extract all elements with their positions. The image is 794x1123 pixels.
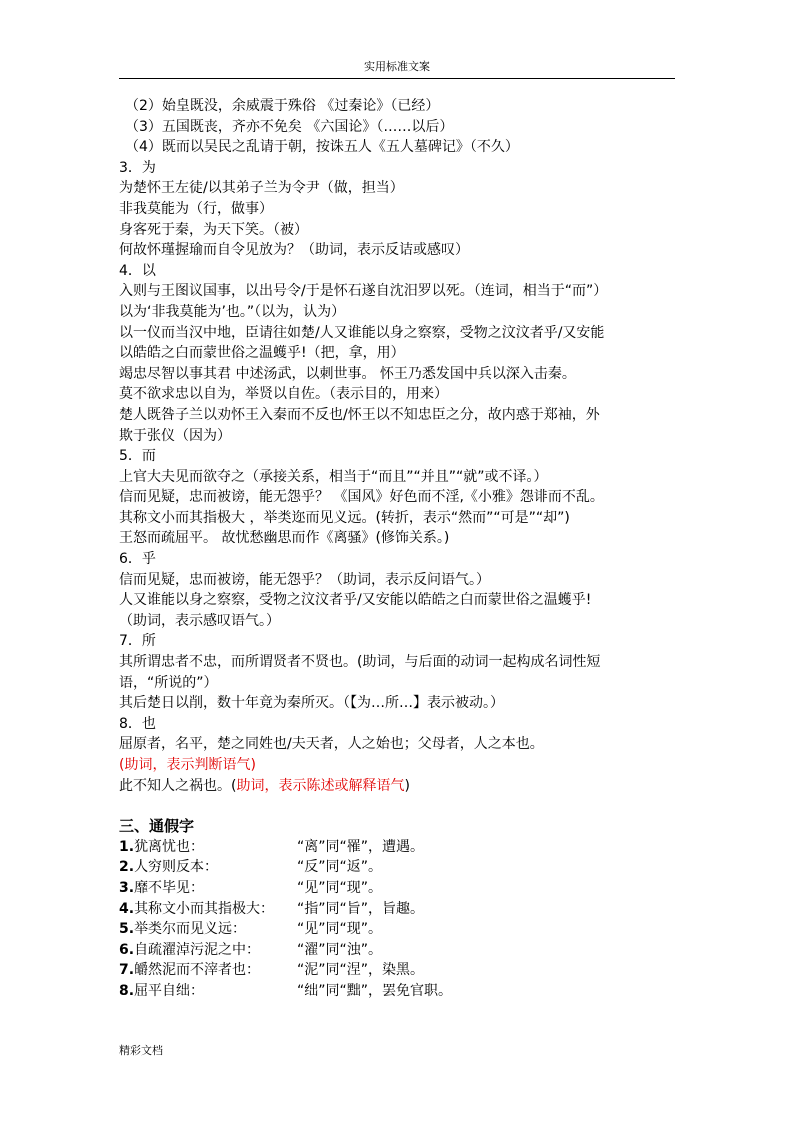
tongjia-note: “指”同“旨”，旨趣。 <box>297 900 425 917</box>
item-number: 7. <box>119 962 135 979</box>
page-footer: 精彩文档 <box>119 1044 163 1057</box>
tongjia-item <box>119 960 679 981</box>
item-number: 2. <box>119 859 135 876</box>
tongjia-item <box>119 878 679 899</box>
annotation-red: (助词，表示判断语气) <box>119 757 256 773</box>
tongjia-note: “泥”同“涅”，染黑。 <box>297 962 425 979</box>
text-line: 以为‘非我莫能为’也。”（以为，认为） <box>119 303 346 320</box>
tongjia-item <box>119 919 679 940</box>
text-line: （2）始皇既没，余威震于殊俗 《过秦论》（已经） <box>125 98 440 114</box>
text-line: （4）既而以吴民之乱请于朝，按诛五人《五人墓碑记》（不久） <box>125 139 519 156</box>
text-line: 为楚怀王左徒/以其弟子兰为令尹（做，担当） <box>119 180 404 197</box>
text-line: 其称文小而其指极大 ，举类迩而见义远。(转折，表示“然而”“可是”“却”) <box>119 509 570 526</box>
phrase-text: 举类尔而见义远： <box>134 921 247 938</box>
tongjia-phrase <box>119 919 297 940</box>
text-line: 何故怀瑾握瑜而自令见放为？（助词，表示反诘或感叹） <box>119 242 469 259</box>
text-line: （助词，表示感叹语气。） <box>119 612 280 629</box>
tongjia-note: “见”同“现”。 <box>297 879 383 896</box>
text-line: 屈原者，名平，楚之同姓也/夫天者，人之始也；父母者，人之本也。 <box>119 736 544 753</box>
text-line: 人又谁能以身之察察，受物之汶汶者乎/又安能以皓皓之白而蒙世俗之温蠖乎! <box>119 592 592 609</box>
tongjia-phrase <box>119 899 297 920</box>
tongjia-note: “反”同“返”。 <box>297 859 383 876</box>
text-line: 信而见疑，忠而被谤，能无怨乎？ 《国风》好色而不淫,《小雅》怨诽而不乱。 <box>119 489 604 506</box>
tongjia-item <box>119 837 679 858</box>
text-line: 竭忠尽智以事其君 中述汤武，以刺世事。 怀王乃悉发国中兵以深入击秦。 <box>119 365 576 382</box>
phrase-text: 自疏濯淖污泥之中： <box>134 941 261 958</box>
tongjia-note: “离”同“罹”，遭遇。 <box>297 838 425 855</box>
tongjia-note: “濯”同“浊”。 <box>297 941 383 958</box>
phrase-text: 屈平自绌： <box>134 982 205 999</box>
text-line: 欺于张仪（因为） <box>119 427 231 444</box>
phrase-text: 其称文小而其指极大： <box>134 900 275 917</box>
text-line: 其所谓忠者不忠，而所谓贤者不贤也。(助词，与后面的动词一起构成名词性短 <box>119 654 601 671</box>
tongjia-note: “见”同“现”。 <box>297 921 383 938</box>
tongjia-item <box>119 940 679 961</box>
text-line: 非我莫能为（行，做事） <box>119 200 273 217</box>
document-body <box>119 96 679 1002</box>
item-number: 3. <box>119 879 135 896</box>
tongjia-phrase <box>119 960 297 981</box>
text-line <box>119 776 679 797</box>
subheading: 6．乎 <box>119 551 156 568</box>
text-line: 其后楚日以削，数十年竟为秦所灭。（【为…所…】表示被动。） <box>119 695 504 712</box>
item-number: 4. <box>119 900 135 917</box>
text-line: 语，“所说的”） <box>119 674 218 691</box>
subheading: 4．以 <box>119 262 156 279</box>
text-fragment: 此不知人之祸也。( <box>119 777 237 794</box>
tongjia-item <box>119 981 679 1002</box>
item-number: 5. <box>119 921 135 938</box>
phrase-text: 皭然泥而不滓者也： <box>134 962 261 979</box>
tongjia-phrase <box>119 837 297 858</box>
phrase-text: 靡不毕见： <box>134 879 205 896</box>
tongjia-item <box>119 857 679 878</box>
item-number: 1. <box>119 838 135 855</box>
phrase-text: 犹离忧也： <box>134 838 205 855</box>
text-line: 王怒而疏屈平。 故忧愁幽思而作《离骚》(修饰关系。) <box>119 530 450 547</box>
phrase-text: 人穷则反本： <box>134 859 219 876</box>
tongjia-phrase <box>119 878 297 899</box>
text-line: 楚人既咎子兰以劝怀王入秦而不反也/怀王以不知忠臣之分，故内惑于郑袖，外 <box>119 406 600 423</box>
subheading: 8．也 <box>119 715 156 732</box>
tongjia-item <box>119 899 679 920</box>
tongjia-phrase <box>119 940 297 961</box>
page-header: 实用标准文案 <box>119 58 675 79</box>
tongjia-list <box>119 837 679 1002</box>
item-number: 6. <box>119 941 135 958</box>
tongjia-note: “绌”同“黜”，罢免官职。 <box>297 982 453 999</box>
text-line: 以皓皓之白而蒙世俗之温蠖乎!（把，拿，用） <box>119 345 405 362</box>
subheading: 3．为 <box>119 159 156 176</box>
subheading: 7．所 <box>119 633 156 650</box>
text-line: 身客死于秦，为天下笑。（被） <box>119 221 308 238</box>
text-line: 莫不欲求忠以自为，举贤以自佐。（表示目的，用来） <box>119 386 448 403</box>
tongjia-phrase <box>119 981 297 1002</box>
text-line: （3）五国既丧，齐亦不免矣 《六国论》（……以后） <box>125 118 454 135</box>
subheading: 5．而 <box>119 448 156 465</box>
text-line: 上官大夫见而欲夺之（承接关系，相当于“而且”“并且”“就”或不译。） <box>119 468 548 485</box>
text-fragment: ) <box>404 777 410 794</box>
text-line: 以一仪而当汉中地，臣请往如楚/人又谁能以身之察察，受物之汶汶者乎/又安能 <box>119 324 605 341</box>
text-line: 信而见疑，忠而被谤，能无怨乎？（助词，表示反问语气。） <box>119 571 490 588</box>
item-number: 8. <box>119 982 135 999</box>
section-title: 三、通假字 <box>119 817 195 836</box>
text-line: 入则与王图议国事，以出号令/于是怀石遂自沈汨罗以死。（连词，相当于“而”） <box>119 283 608 300</box>
tongjia-phrase <box>119 857 297 878</box>
annotation-red: 助词，表示陈述或解释语气 <box>236 777 405 794</box>
